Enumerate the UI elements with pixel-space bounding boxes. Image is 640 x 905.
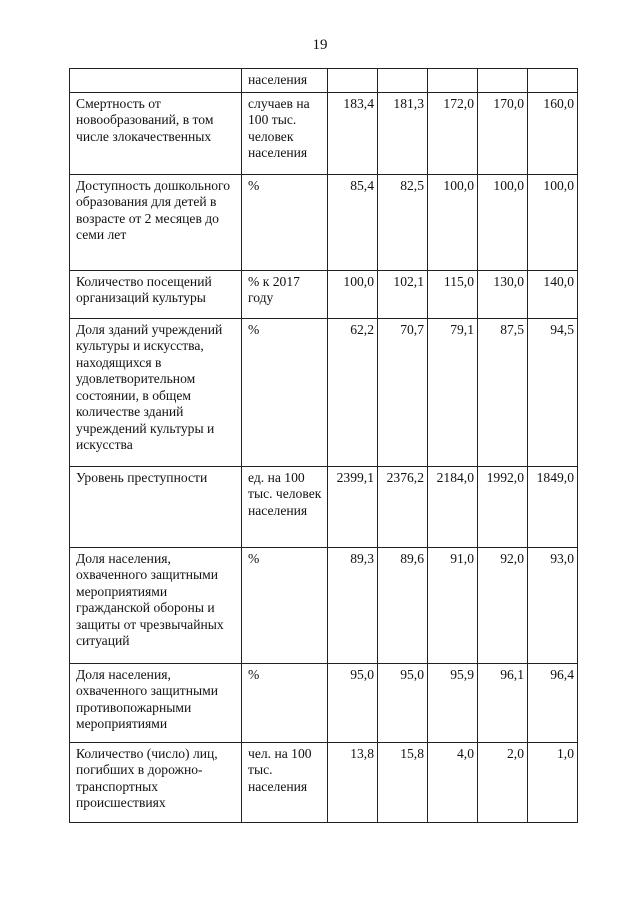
value-cell: 96,1 [478,663,528,742]
value-cell [428,69,478,93]
value-cell: 91,0 [428,547,478,663]
value-cell: 160,0 [528,92,578,174]
page-number: 19 [312,37,328,53]
value-cell: 2,0 [478,742,528,822]
value-cell: 13,8 [328,742,378,822]
table-row [70,69,578,93]
indicator-name: Доля населения, охваченного защитными мероприятиями гражданской обороны и защиты от чрезвычайных ситуаций [70,547,242,663]
table-row [70,270,578,318]
value-cell: 2184,0 [428,466,478,547]
value-cell [478,69,528,93]
indicator-name: Доля населения, охваченного защитными противопожарными мероприятиями [70,663,242,742]
indicator-unit: случаев на 100 тыс. человек населения [242,92,328,174]
value-cell: 95,0 [378,663,428,742]
value-cell: 96,4 [528,663,578,742]
indicator-name: Количество (число) лиц, погибших в дорожно-транспортных происшествиях [70,742,242,822]
value-cell [328,69,378,93]
value-cell: 62,2 [328,318,378,466]
value-cell: 100,0 [528,174,578,270]
indicator-name: Доступность дошкольного образования для детей в возрасте от 2 месяцев до семи лет [70,174,242,270]
value-cell: 170,0 [478,92,528,174]
table-row [70,92,578,174]
indicator-unit: % [242,663,328,742]
indicator-name: Доля зданий учреждений культуры и искусства, находящихся в удовлетворительном состоянии, в общем количестве зданий учреждений культуры и искусства [70,318,242,466]
table-row [70,663,578,742]
table-row [70,547,578,663]
table-row [70,174,578,270]
indicators-table [69,68,578,823]
indicator-unit: % [242,174,328,270]
value-cell: 94,5 [528,318,578,466]
indicator-unit: чел. на 100 тыс. населения [242,742,328,822]
value-cell: 100,0 [328,270,378,318]
indicator-unit: населения [242,69,328,93]
value-cell: 15,8 [378,742,428,822]
indicator-name [70,69,242,93]
value-cell: 79,1 [428,318,478,466]
value-cell: 172,0 [428,92,478,174]
indicator-unit: ед. на 100 тыс. человек населения [242,466,328,547]
value-cell: 89,6 [378,547,428,663]
value-cell: 130,0 [478,270,528,318]
value-cell [528,69,578,93]
value-cell: 1849,0 [528,466,578,547]
value-cell: 183,4 [328,92,378,174]
value-cell: 100,0 [428,174,478,270]
value-cell [378,69,428,93]
value-cell: 102,1 [378,270,428,318]
table-row [70,466,578,547]
value-cell: 70,7 [378,318,428,466]
value-cell: 181,3 [378,92,428,174]
indicator-unit: % [242,547,328,663]
value-cell: 85,4 [328,174,378,270]
table-row [70,742,578,822]
value-cell: 87,5 [478,318,528,466]
value-cell: 82,5 [378,174,428,270]
value-cell: 1,0 [528,742,578,822]
value-cell: 1992,0 [478,466,528,547]
value-cell: 115,0 [428,270,478,318]
indicator-unit: % к 2017 году [242,270,328,318]
value-cell: 100,0 [478,174,528,270]
value-cell: 2376,2 [378,466,428,547]
value-cell: 95,0 [328,663,378,742]
value-cell: 4,0 [428,742,478,822]
value-cell: 93,0 [528,547,578,663]
value-cell: 140,0 [528,270,578,318]
indicator-name: Смертность от новообразований, в том числе злокачественных [70,92,242,174]
table-row [70,318,578,466]
value-cell: 89,3 [328,547,378,663]
value-cell: 95,9 [428,663,478,742]
indicator-name: Количество посещений организаций культуры [70,270,242,318]
value-cell: 2399,1 [328,466,378,547]
value-cell: 92,0 [478,547,528,663]
indicator-name: Уровень преступности [70,466,242,547]
indicator-unit: % [242,318,328,466]
